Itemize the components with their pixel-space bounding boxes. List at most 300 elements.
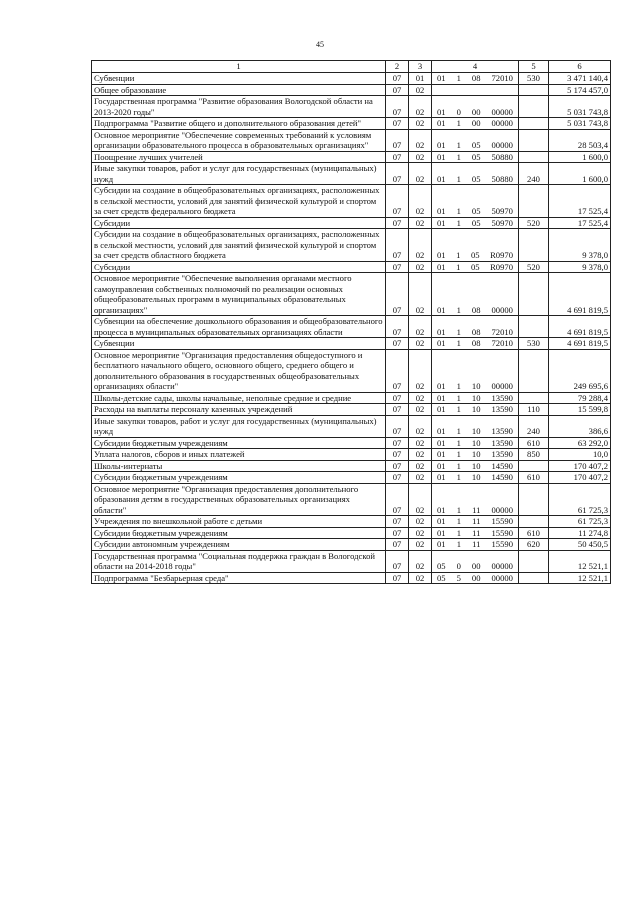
row-section: 07 bbox=[386, 472, 409, 484]
row-amount: 17 525,4 bbox=[549, 217, 611, 229]
target-article-part: 1 bbox=[456, 437, 461, 448]
row-subsection: 02 bbox=[409, 185, 432, 218]
table-row bbox=[92, 217, 611, 229]
target-article-part: 11 bbox=[472, 527, 481, 538]
target-article-part: 1 bbox=[456, 151, 461, 162]
row-name: Уплата налогов, сборов и иных платежей bbox=[92, 449, 386, 461]
row-expense-type bbox=[519, 349, 549, 392]
target-article-part: 01 bbox=[437, 516, 446, 526]
row-subsection: 02 bbox=[409, 118, 432, 130]
target-article-part: 01 bbox=[437, 504, 446, 515]
row-subsection: 02 bbox=[409, 84, 432, 96]
row-subsection: 02 bbox=[409, 516, 432, 528]
target-article-part: 05 bbox=[471, 217, 481, 228]
target-article-part: 01 bbox=[437, 449, 446, 459]
table-row bbox=[92, 261, 611, 273]
target-article-code bbox=[434, 140, 516, 151]
row-name: Поощрение лучших учителей bbox=[92, 151, 386, 163]
row-name: Субсидии на создание в общеобразовательных организациях, расположенных в сельской местности, условий для занятий физической культурой и спортом за счет средств областного бюджета bbox=[92, 229, 386, 262]
target-article-part: 08 bbox=[471, 338, 481, 348]
row-target-article bbox=[432, 185, 519, 218]
target-article-part: 72010 bbox=[491, 326, 513, 337]
target-article-code bbox=[434, 206, 516, 217]
row-target-article bbox=[432, 527, 519, 539]
table-row bbox=[92, 73, 611, 85]
target-article-part: 00000 bbox=[491, 118, 513, 128]
target-article-part: 50880 bbox=[491, 173, 513, 184]
row-name: Школы-детские сады, школы начальные, неполные средние и средние bbox=[92, 392, 386, 404]
target-article-part: 72010 bbox=[491, 73, 513, 83]
row-expense-type: 610 bbox=[519, 472, 549, 484]
target-article-code bbox=[434, 516, 516, 527]
row-subsection: 02 bbox=[409, 472, 432, 484]
row-subsection: 02 bbox=[409, 349, 432, 392]
row-section: 07 bbox=[386, 261, 409, 273]
target-article-part: 0 bbox=[456, 106, 461, 117]
table-row bbox=[92, 129, 611, 151]
target-article-part: 01 bbox=[437, 173, 446, 184]
target-article-part: 1 bbox=[456, 527, 461, 538]
target-article-part: 1 bbox=[456, 516, 461, 526]
row-subsection: 02 bbox=[409, 550, 432, 572]
target-article-part: 01 bbox=[437, 118, 446, 128]
target-article-part: 1 bbox=[456, 460, 461, 471]
row-subsection: 02 bbox=[409, 96, 432, 118]
target-article-code bbox=[434, 528, 516, 539]
row-amount: 4 691 819,5 bbox=[549, 273, 611, 316]
table-row bbox=[92, 572, 611, 584]
row-expense-type: 240 bbox=[519, 163, 549, 185]
row-name: Субвенции bbox=[92, 73, 386, 85]
header-col-5: 5 bbox=[519, 61, 549, 73]
target-article-part: 00 bbox=[471, 572, 481, 583]
row-target-article bbox=[432, 273, 519, 316]
target-article-code bbox=[434, 561, 516, 572]
row-expense-type: 110 bbox=[519, 404, 549, 416]
row-section: 07 bbox=[386, 84, 409, 96]
row-amount: 1 600,0 bbox=[549, 163, 611, 185]
row-section: 07 bbox=[386, 163, 409, 185]
target-article-part: 13590 bbox=[491, 449, 513, 459]
row-subsection: 02 bbox=[409, 572, 432, 584]
row-section: 07 bbox=[386, 527, 409, 539]
target-article-part: 1 bbox=[456, 392, 461, 403]
table-row bbox=[92, 437, 611, 449]
row-amount: 5 174 457,0 bbox=[549, 84, 611, 96]
row-subsection: 02 bbox=[409, 415, 432, 437]
row-target-article bbox=[432, 73, 519, 85]
target-article-part: 15590 bbox=[491, 527, 513, 538]
target-article-code bbox=[434, 327, 516, 338]
target-article-part: 14590 bbox=[491, 460, 513, 471]
table-row bbox=[92, 415, 611, 437]
row-subsection: 02 bbox=[409, 460, 432, 472]
target-article-part: 13590 bbox=[491, 404, 513, 414]
table-row bbox=[92, 527, 611, 539]
row-amount: 61 725,3 bbox=[549, 483, 611, 516]
row-name: Подпрограмма "Безбарьерная среда" bbox=[92, 572, 386, 584]
row-expense-type bbox=[519, 229, 549, 262]
target-article-code bbox=[434, 118, 516, 129]
target-article-part: 01 bbox=[437, 106, 446, 117]
target-article-part: 15590 bbox=[491, 516, 513, 526]
row-name: Субвенции на обеспечение дошкольного образования и общеобразовательного процесса в муниципальных образовательных организациях области bbox=[92, 316, 386, 338]
row-amount: 386,6 bbox=[549, 415, 611, 437]
row-section: 07 bbox=[386, 151, 409, 163]
target-article-part: 1 bbox=[456, 504, 461, 515]
table-body bbox=[92, 73, 611, 584]
target-article-code bbox=[434, 174, 516, 185]
row-subsection: 02 bbox=[409, 539, 432, 551]
row-expense-type bbox=[519, 550, 549, 572]
row-amount: 10,0 bbox=[549, 449, 611, 461]
target-article-part: 01 bbox=[437, 73, 446, 83]
row-amount: 28 503,4 bbox=[549, 129, 611, 151]
row-target-article bbox=[432, 338, 519, 350]
row-target-article bbox=[432, 261, 519, 273]
row-name: Субсидии автономным учреждениям bbox=[92, 539, 386, 551]
row-expense-type bbox=[519, 185, 549, 218]
row-target-article bbox=[432, 550, 519, 572]
row-subsection: 02 bbox=[409, 163, 432, 185]
target-article-part: 5 bbox=[456, 572, 461, 583]
target-article-part: 01 bbox=[437, 304, 446, 315]
target-article-part: 10 bbox=[471, 472, 481, 482]
table-row bbox=[92, 163, 611, 185]
row-name: Основное мероприятие "Обеспечение современных требований к условиям организации образовательного процесса в образовательных организациях" bbox=[92, 129, 386, 151]
row-section: 07 bbox=[386, 392, 409, 404]
row-expense-type: 610 bbox=[519, 437, 549, 449]
target-article-part: 01 bbox=[437, 460, 446, 471]
row-amount: 5 031 743,8 bbox=[549, 96, 611, 118]
row-amount: 79 288,4 bbox=[549, 392, 611, 404]
target-article-code bbox=[434, 305, 516, 316]
row-subsection: 02 bbox=[409, 437, 432, 449]
target-article-part: 1 bbox=[456, 472, 461, 482]
row-subsection: 02 bbox=[409, 316, 432, 338]
target-article-part: 1 bbox=[456, 539, 461, 549]
target-article-part: 00000 bbox=[491, 504, 513, 515]
row-amount: 61 725,3 bbox=[549, 516, 611, 528]
row-expense-type bbox=[519, 96, 549, 118]
target-article-part: 00000 bbox=[491, 561, 513, 571]
row-name: Государственная программа "Социальная поддержка граждан в Вологодской области на 2014-2018 годы" bbox=[92, 550, 386, 572]
target-article-part: 00 bbox=[471, 118, 481, 128]
target-article-part: 05 bbox=[471, 173, 481, 184]
row-name: Основное мероприятие "Организация предоставления общедоступного и бесплатного начального общего, основного общего, среднего общего и дополнительного образования в государственных общеобразовательных организациях области" bbox=[92, 349, 386, 392]
row-amount: 3 471 140,4 bbox=[549, 73, 611, 85]
target-article-code bbox=[434, 472, 516, 483]
target-article-part: 01 bbox=[437, 381, 446, 391]
target-article-part: 1 bbox=[456, 381, 461, 391]
row-target-article bbox=[432, 449, 519, 461]
row-target-article bbox=[432, 84, 519, 96]
target-article-code bbox=[434, 438, 516, 449]
target-article-part: 50970 bbox=[491, 206, 513, 216]
row-expense-type bbox=[519, 273, 549, 316]
row-expense-type: 620 bbox=[519, 539, 549, 551]
row-section: 07 bbox=[386, 185, 409, 218]
row-section: 07 bbox=[386, 539, 409, 551]
row-section: 07 bbox=[386, 273, 409, 316]
row-section: 07 bbox=[386, 437, 409, 449]
target-article-part: R0970 bbox=[490, 261, 513, 272]
table-row bbox=[92, 472, 611, 484]
target-article-part: 00000 bbox=[491, 106, 513, 117]
row-section: 07 bbox=[386, 229, 409, 262]
row-section: 07 bbox=[386, 349, 409, 392]
row-subsection: 02 bbox=[409, 229, 432, 262]
row-amount: 4 691 819,5 bbox=[549, 316, 611, 338]
target-article-part: 01 bbox=[437, 250, 446, 260]
row-section: 07 bbox=[386, 460, 409, 472]
row-subsection: 01 bbox=[409, 73, 432, 85]
target-article-part: 10 bbox=[471, 437, 481, 448]
header-col-2: 2 bbox=[386, 61, 409, 73]
row-amount: 9 378,0 bbox=[549, 261, 611, 273]
target-article-code bbox=[434, 107, 516, 118]
target-article-part: 13590 bbox=[491, 437, 513, 448]
row-target-article bbox=[432, 349, 519, 392]
target-article-part: 1 bbox=[456, 449, 461, 459]
row-target-article bbox=[432, 516, 519, 528]
row-target-article bbox=[432, 118, 519, 130]
target-article-part: 11 bbox=[472, 539, 481, 549]
row-expense-type bbox=[519, 316, 549, 338]
target-article-code bbox=[434, 381, 516, 392]
table-row bbox=[92, 483, 611, 516]
table-row bbox=[92, 550, 611, 572]
target-article-part: 05 bbox=[437, 561, 446, 571]
target-article-part: 72010 bbox=[491, 338, 513, 348]
target-article-part: 10 bbox=[471, 392, 481, 403]
row-amount: 170 407,2 bbox=[549, 472, 611, 484]
target-article-part: 05 bbox=[470, 250, 480, 260]
row-target-article bbox=[432, 96, 519, 118]
target-article-part: 01 bbox=[437, 527, 446, 538]
target-article-code bbox=[434, 449, 516, 460]
target-article-part: 00000 bbox=[491, 140, 513, 150]
row-section: 07 bbox=[386, 118, 409, 130]
table-row bbox=[92, 316, 611, 338]
target-article-part: 01 bbox=[437, 392, 446, 403]
target-article-code bbox=[434, 505, 516, 516]
table-header-row bbox=[92, 61, 611, 73]
row-section: 07 bbox=[386, 338, 409, 350]
table-row bbox=[92, 392, 611, 404]
row-expense-type bbox=[519, 392, 549, 404]
table-row bbox=[92, 449, 611, 461]
row-expense-type: 530 bbox=[519, 338, 549, 350]
target-article-part: 50970 bbox=[491, 217, 513, 228]
target-article-code bbox=[434, 152, 516, 163]
row-expense-type bbox=[519, 460, 549, 472]
row-expense-type bbox=[519, 151, 549, 163]
target-article-part: 10 bbox=[471, 404, 481, 414]
row-section: 07 bbox=[386, 404, 409, 416]
target-article-part: 01 bbox=[437, 206, 446, 216]
row-section: 07 bbox=[386, 73, 409, 85]
table-row bbox=[92, 273, 611, 316]
target-article-code bbox=[434, 338, 516, 349]
row-amount: 4 691 819,5 bbox=[549, 338, 611, 350]
target-article-part: 08 bbox=[471, 73, 481, 83]
target-article-part: 1 bbox=[456, 250, 461, 260]
target-article-part: 13590 bbox=[491, 392, 513, 403]
row-section: 07 bbox=[386, 129, 409, 151]
row-amount: 249 695,6 bbox=[549, 349, 611, 392]
target-article-code bbox=[434, 539, 516, 550]
table-row bbox=[92, 460, 611, 472]
row-amount: 17 525,4 bbox=[549, 185, 611, 218]
table-row bbox=[92, 349, 611, 392]
target-article-part: 00000 bbox=[491, 381, 513, 391]
row-target-article bbox=[432, 460, 519, 472]
target-article-part: 11 bbox=[472, 516, 481, 526]
target-article-part: 00000 bbox=[491, 304, 513, 315]
row-target-article bbox=[432, 437, 519, 449]
row-subsection: 02 bbox=[409, 483, 432, 516]
target-article-part: 10 bbox=[471, 460, 481, 471]
row-name: Школы-интернаты bbox=[92, 460, 386, 472]
row-target-article bbox=[432, 472, 519, 484]
row-target-article bbox=[432, 415, 519, 437]
row-expense-type: 240 bbox=[519, 415, 549, 437]
target-article-part: 00000 bbox=[491, 572, 513, 583]
row-amount: 5 031 743,8 bbox=[549, 118, 611, 130]
row-name: Основное мероприятие "Обеспечение выполнения органами местного самоуправления собственных полномочий по реализации основных общеобразовательных программ в муниципальных образовательных организациях" bbox=[92, 273, 386, 316]
target-article-part: 1 bbox=[456, 338, 461, 348]
table-row bbox=[92, 539, 611, 551]
row-expense-type bbox=[519, 84, 549, 96]
row-subsection: 02 bbox=[409, 129, 432, 151]
target-article-part: 05 bbox=[470, 261, 480, 272]
target-article-part: 08 bbox=[471, 326, 481, 337]
table-row bbox=[92, 84, 611, 96]
page-number: 45 bbox=[316, 40, 324, 49]
target-article-part: 0 bbox=[456, 561, 461, 571]
row-name: Учреждения по внешкольной работе с детьми bbox=[92, 516, 386, 528]
target-article-part: 50880 bbox=[491, 151, 513, 162]
target-article-code bbox=[434, 461, 516, 472]
row-name: Иные закупки товаров, работ и услуг для государственных (муниципальных) нужд bbox=[92, 163, 386, 185]
target-article-part: 1 bbox=[456, 261, 461, 272]
target-article-part: 01 bbox=[437, 426, 446, 436]
table-row bbox=[92, 516, 611, 528]
row-name: Субсидии bbox=[92, 217, 386, 229]
table-row bbox=[92, 338, 611, 350]
row-subsection: 02 bbox=[409, 338, 432, 350]
row-name: Субсидии бюджетным учреждениям bbox=[92, 437, 386, 449]
target-article-part: 10 bbox=[471, 381, 481, 391]
row-subsection: 02 bbox=[409, 151, 432, 163]
target-article-part: 1 bbox=[456, 173, 461, 184]
target-article-part: 1 bbox=[456, 73, 461, 83]
target-article-part: 10 bbox=[471, 449, 481, 459]
row-target-article bbox=[432, 392, 519, 404]
target-article-part: 01 bbox=[437, 404, 446, 414]
target-article-part: 01 bbox=[437, 326, 446, 337]
target-article-part: 05 bbox=[437, 572, 446, 583]
target-article-part: 01 bbox=[437, 338, 446, 348]
target-article-part: 00 bbox=[471, 561, 481, 571]
target-article-code bbox=[434, 73, 516, 84]
budget-table bbox=[91, 60, 611, 584]
row-subsection: 02 bbox=[409, 273, 432, 316]
row-section: 07 bbox=[386, 516, 409, 528]
table-row bbox=[92, 151, 611, 163]
table-row bbox=[92, 229, 611, 262]
header-col-1: 1 bbox=[92, 61, 386, 73]
row-expense-type bbox=[519, 516, 549, 528]
target-article-part: 01 bbox=[437, 539, 446, 549]
target-article-part: 1 bbox=[456, 404, 461, 414]
target-article-part: 1 bbox=[456, 326, 461, 337]
row-section: 07 bbox=[386, 217, 409, 229]
row-section: 07 bbox=[386, 96, 409, 118]
row-section: 07 bbox=[386, 449, 409, 461]
table-row bbox=[92, 118, 611, 130]
target-article-part: 05 bbox=[471, 140, 481, 150]
row-target-article bbox=[432, 316, 519, 338]
row-expense-type bbox=[519, 118, 549, 130]
row-section: 07 bbox=[386, 316, 409, 338]
target-article-part: 1 bbox=[456, 118, 461, 128]
row-amount: 170 407,2 bbox=[549, 460, 611, 472]
row-expense-type: 520 bbox=[519, 217, 549, 229]
row-amount: 15 599,8 bbox=[549, 404, 611, 416]
row-expense-type bbox=[519, 129, 549, 151]
row-subsection: 02 bbox=[409, 217, 432, 229]
header-col-6: 6 bbox=[549, 61, 611, 73]
row-amount: 9 378,0 bbox=[549, 229, 611, 262]
target-article-part: 1 bbox=[456, 426, 461, 436]
row-name: Субсидии бюджетным учреждениям bbox=[92, 527, 386, 539]
row-name: Расходы на выплаты персоналу казенных учреждений bbox=[92, 404, 386, 416]
target-article-part: 1 bbox=[456, 206, 461, 216]
table-row bbox=[92, 404, 611, 416]
row-amount: 12 521,1 bbox=[549, 572, 611, 584]
row-expense-type: 520 bbox=[519, 261, 549, 273]
row-name: Государственная программа "Развитие образования Вологодской области на 2013-2020 годы" bbox=[92, 96, 386, 118]
target-article-part: 01 bbox=[437, 261, 446, 272]
row-subsection: 02 bbox=[409, 449, 432, 461]
row-name: Субсидии бюджетным учреждениям bbox=[92, 472, 386, 484]
row-subsection: 02 bbox=[409, 261, 432, 273]
target-article-part: 01 bbox=[437, 437, 446, 448]
row-name: Иные закупки товаров, работ и услуг для государственных (муниципальных) нужд bbox=[92, 415, 386, 437]
target-article-code bbox=[434, 393, 516, 404]
target-article-part: 1 bbox=[456, 304, 461, 315]
row-target-article bbox=[432, 151, 519, 163]
table-row bbox=[92, 185, 611, 218]
target-article-code bbox=[434, 404, 516, 415]
row-section: 07 bbox=[386, 415, 409, 437]
row-amount: 50 450,5 bbox=[549, 539, 611, 551]
target-article-part: 01 bbox=[437, 151, 446, 162]
row-section: 07 bbox=[386, 483, 409, 516]
row-target-article bbox=[432, 229, 519, 262]
row-expense-type: 530 bbox=[519, 73, 549, 85]
row-subsection: 02 bbox=[409, 392, 432, 404]
row-section: 07 bbox=[386, 550, 409, 572]
target-article-part: 1 bbox=[456, 217, 461, 228]
target-article-code bbox=[434, 218, 516, 229]
target-article-part: 01 bbox=[437, 217, 446, 228]
target-article-part: 1 bbox=[456, 140, 461, 150]
target-article-part: 05 bbox=[471, 151, 481, 162]
row-expense-type bbox=[519, 483, 549, 516]
